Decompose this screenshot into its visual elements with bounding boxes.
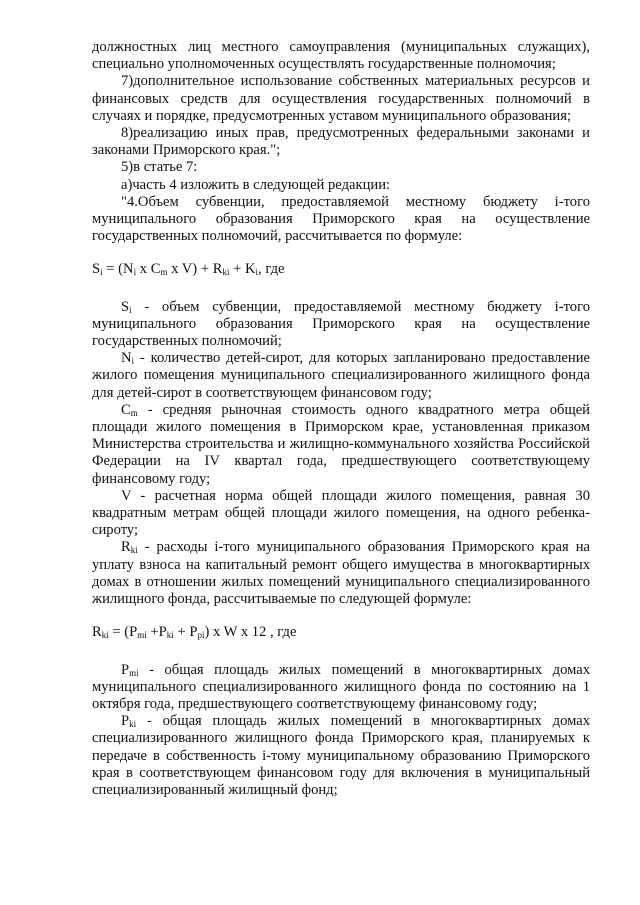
paragraph-subvention-volume: "4.Объем субвенции, предоставляемой местному бюджету i-того муниципального образования Приморского края на осуществление государственных полномочий, рассчитывается по формуле:: [92, 193, 590, 245]
definition-n: $N_i$ - количество детей-сирот, для которых запланировано предоставление жилого помещения муниципального специализированного жилищного фонда для детей-сирот в соответствующем финансовом году;: [92, 350, 590, 401]
definition-r: $R_{ki}$ - расходы i-того муниципального образования Приморского края на уплату взноса на капитальный ремонт общего имущества в многоквартирных домах в отношении жилых помещений муниципального специализированного жилищного фонда, рассчитываемые по следующей формуле:: [92, 539, 590, 608]
formula-subvention: $S_i = (N_i$ x $C_m$ x $V) + R_{ki} + K_i$, где: [92, 261, 285, 278]
paragraph-article-7: 5)в статье 7:: [121, 159, 198, 176]
paragraph-officials: должностных лиц местного самоуправления (муниципальных служащих), специально уполномоченных осуществлять государственные полномочия;: [92, 39, 590, 73]
paragraph-item-7: 7)дополнительное использование собственных материальных ресурсов и финансовых средств для осуществления государственных полномочий в случаях и порядке, предусмотренных уставом муниципального образования;: [92, 73, 590, 124]
paragraph-part-4: а)часть 4 изложить в следующей редакции:: [121, 176, 391, 193]
definition-s: $S_i$ - объем субвенции, предоставляемой местному бюджету i-того муниципального образования Приморского края на осуществление государственных полномочий;: [92, 298, 590, 350]
definition-c: $C_m$ - средняя рыночная стоимость одного квадратного метра общей площади жилого помещения в Приморском крае, установленная приказом Министерства строительства и жилищно-коммунального хозяйства Российской Федерации на IV квартал года, предшествующего соответствующему финансовому году;: [92, 401, 590, 487]
definition-pki: $P_{ki}$ - общая площадь жилых помещений в многоквартирных домах специализированного жилищного фонда Приморского края, планируемых к передаче в собственность i-тому муниципальному образованию Приморского края в соответствующем финансовом году для включения в муниципальный специализированный жилищный фонд;: [92, 713, 590, 798]
definition-pmi: $P_{mi}$ - общая площадь жилых помещений в многоквартирных домах муниципального специализированного жилищного фонда по состоянию на 1 октября года, предшествующего соответствующему финансовому году;: [92, 661, 590, 712]
paragraph-item-8: 8)реализацию иных прав, предусмотренных федеральными законами и законами Приморского края.";: [92, 125, 590, 159]
definition-v: V - расчетная норма общей площади жилого помещения, равная 30 квадратным метрам общей площади жилого помещения, на одного ребенка-сироту;: [92, 487, 590, 539]
formula-capital-repair: $R_{ki} = (P_{mi} +P_{ki} + P_{pi})$ x W x 12 , где: [92, 624, 297, 641]
